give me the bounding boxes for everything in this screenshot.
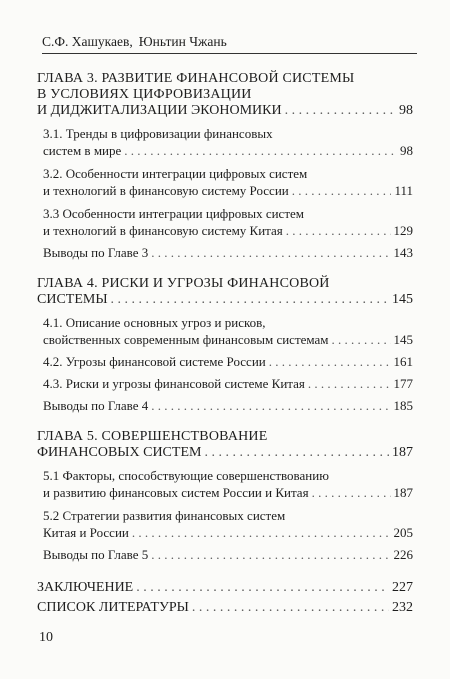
conclusion-label: ЗАКЛЮЧЕНИЕ [37,580,134,595]
page-ref: 143 [393,245,413,260]
running-header [42,34,417,54]
toc-section[interactable] [43,507,413,541]
leader-dots [136,578,389,598]
toc-row[interactable] [37,292,413,308]
leader-dots [292,183,392,199]
toc-chapter-3 [37,71,413,261]
page-ref: 111 [394,183,413,198]
leader-dots [111,292,389,308]
section-title-line: Выводы по Главе 5 [43,547,149,562]
toc-section[interactable] [43,398,413,414]
leader-dots [308,376,391,392]
toc-row-conclusion[interactable] [37,578,413,598]
toc-section[interactable] [43,467,413,501]
leader-dots [204,445,389,461]
page-ref: 98 [400,143,413,158]
page-ref: 177 [393,376,413,391]
toc-section[interactable] [43,376,413,392]
leader-dots [285,103,396,119]
page-ref: 98 [399,103,413,118]
page-ref: 185 [393,398,413,413]
section-title-line: Выводы по Главе 4 [43,398,149,413]
page-ref: 145 [393,332,413,347]
leader-dots [269,354,391,370]
toc-section[interactable] [43,165,413,199]
toc-section[interactable] [43,245,413,261]
section-title-line: 3.3 Особенности интеграции цифровых систем [43,206,304,221]
page-ref: 227 [392,580,413,595]
chapter-title-line: ГЛАВА 3. РАЗВИТИЕ ФИНАНСОВОЙ СИСТЕМЫ [37,71,355,86]
toc-section[interactable] [43,205,413,239]
page-ref: 161 [393,354,413,369]
section-title-line: Китая и России [43,525,129,540]
leader-dots [192,598,389,618]
leader-dots [151,245,390,261]
section-title-line: и технологий в финансовую систему Китая [43,223,283,238]
page-ref: 187 [392,445,413,460]
section-title-line: 4.3. Риски и угрозы финансовой системе Китая [43,376,305,391]
toc-row[interactable] [37,445,413,461]
chapter-title-line: ФИНАНСОВЫХ СИСТЕМ [37,445,202,460]
page-number: 10 [39,630,53,645]
page-ref: 145 [392,292,413,307]
toc-backmatter [37,578,413,618]
section-title-line: систем в мире [43,143,122,158]
section-title-line: свойственных современным финансовым системам [43,332,329,347]
page-ref: 205 [393,525,413,540]
author-1: С.Ф. Хашукаев, [42,34,133,49]
leader-dots [332,332,391,348]
page-ref: 187 [393,485,413,500]
section-title-line: и технологий в финансовую систему России [43,183,289,198]
chapter-title-line: ГЛАВА 5. СОВЕРШЕНСТВОВАНИЕ [37,429,268,444]
leader-dots [151,547,390,563]
references-label: СПИСОК ЛИТЕРАТУРЫ [37,600,189,615]
toc-section[interactable] [43,125,413,159]
chapter-title-line: И ДИДЖИТАЛИЗАЦИИ ЭКОНОМИКИ [37,103,282,118]
section-title-line: 5.1 Факторы, способствующие совершенствованию [43,468,329,483]
leader-dots [312,485,391,501]
toc-chapter-4 [37,276,413,414]
section-title-line: 3.2. Особенности интеграции цифровых систем [43,166,308,181]
page-ref: 226 [393,547,413,562]
section-title-line: 5.2 Стратегии развития финансовых систем [43,508,286,523]
author-2: Юньтин Чжань [138,34,227,49]
page-ref: 232 [392,600,413,615]
toc-row[interactable] [37,103,413,119]
section-title-line: 4.2. Угрозы финансовой системе России [43,354,266,369]
leader-dots [151,398,390,414]
section-title-line: 4.1. Описание основных угроз и рисков, [43,315,266,330]
leader-dots [286,223,391,239]
toc-section[interactable] [43,354,413,370]
page-ref: 129 [393,223,413,238]
chapter-title-line: СИСТЕМЫ [37,292,108,307]
leader-dots [132,525,391,541]
chapter-title-line: В УСЛОВИЯХ ЦИФРОВИЗАЦИИ [37,87,252,102]
toc-section[interactable] [43,547,413,563]
table-of-contents [37,71,413,618]
section-title-line: 3.1. Тренды в цифровизации финансовых [43,126,273,141]
chapter-title-line: ГЛАВА 4. РИСКИ И УГРОЗЫ ФИНАНСОВОЙ [37,276,330,291]
section-title-line: и развитию финансовых систем России и Китая [43,485,309,500]
toc-chapter-5 [37,429,413,563]
toc-section[interactable] [43,314,413,348]
section-title-line: Выводы по Главе 3 [43,245,149,260]
leader-dots [124,143,397,159]
toc-row-references[interactable] [37,598,413,618]
